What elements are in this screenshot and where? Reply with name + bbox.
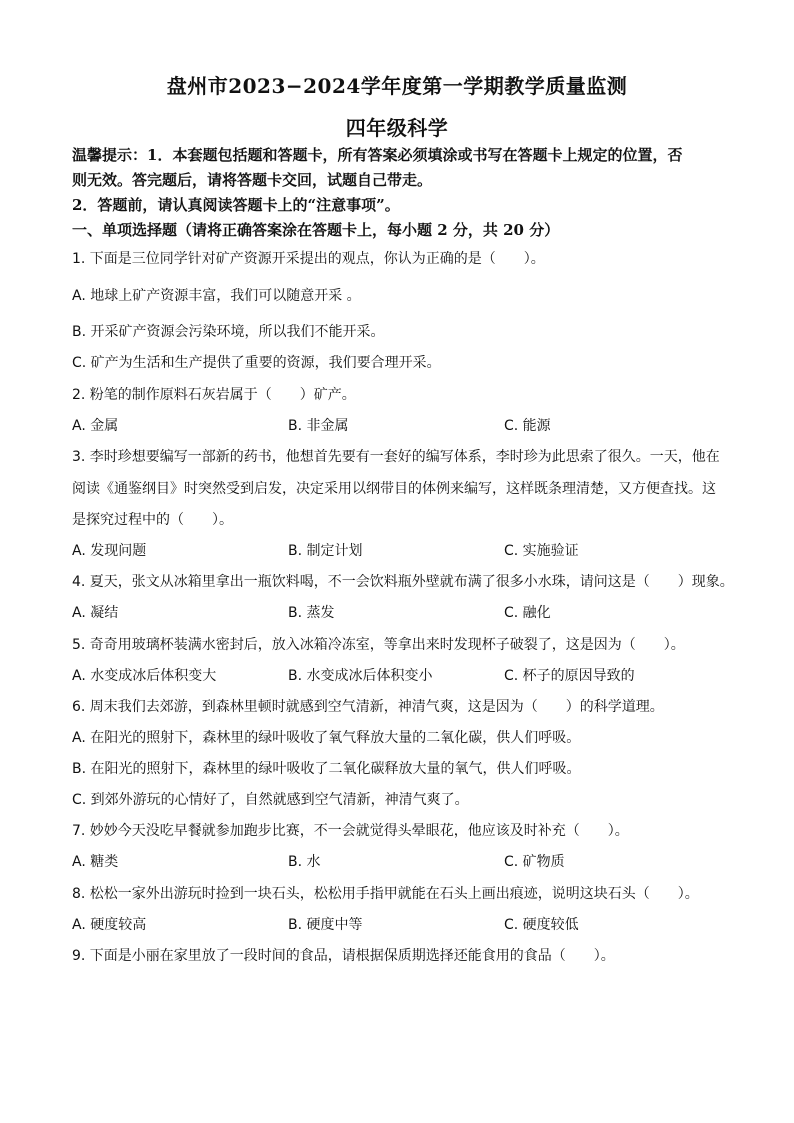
question-6-stem: 6. 周末我们去郊游，到森林里顿时就感到空气清新，神清气爽，这是因为（ ）的科学道理。 — [72, 699, 664, 715]
question-3-stem-line-2: 阅读《通鉴纲目》时突然受到启发，决定采用以纲带目的体例来编写，这样既条理清楚，又方便查找。这 — [72, 481, 716, 497]
notice-line-2: 则无效。答完题后，请将答题卡交回，试题自己带走。 — [72, 171, 433, 189]
question-4-option-b: B. 蒸发 — [288, 605, 335, 621]
question-3-stem-line-1: 3. 李时珍想要编写一部新的药书，他想首先要有一套好的编写体系，李时珍为此思索了很久。一天，他在 — [72, 449, 720, 465]
question-5-option-a: A. 水变成冰后体积变大 — [72, 668, 217, 684]
question-7-option-c: C. 矿物质 — [504, 854, 565, 870]
question-7-option-b: B. 水 — [288, 854, 321, 870]
section-heading: 一、单项选择题（请将正确答案涂在答题卡上，每小题 2 分，共 20 分） — [72, 221, 560, 239]
question-5-option-c: C. 杯子的原因导致的 — [504, 668, 635, 684]
question-3-option-c: C. 实施验证 — [504, 543, 579, 559]
question-7-option-a: A. 糖类 — [72, 854, 119, 870]
question-8-option-b: B. 硬度中等 — [288, 917, 363, 933]
question-3-option-b: B. 制定计划 — [288, 543, 363, 559]
question-8-option-a: A. 硬度较高 — [72, 917, 147, 933]
question-2-option-c: C. 能源 — [504, 418, 551, 434]
question-9-stem: 9. 下面是小丽在家里放了一段时间的食品，请根据保质期选择还能食用的食品（ ）。 — [72, 948, 615, 964]
question-3-stem-line-3: 是探究过程中的（ ）。 — [72, 512, 233, 528]
question-2-option-b: B. 非金属 — [288, 418, 349, 434]
question-4-stem: 4. 夏天，张文从冰箱里拿出一瓶饮料喝，不一会饮料瓶外壁就布满了很多小水珠，请问这是（ ）现象。 — [72, 574, 734, 590]
question-1-stem: 1. 下面是三位同学针对矿产资源开采提出的观点，你认为正确的是（ ）。 — [72, 251, 545, 267]
question-7-stem: 7. 妙妙今天没吃早餐就参加跑步比赛，不一会就觉得头晕眼花，他应该及时补充（ ）。 — [72, 823, 629, 839]
question-5-stem: 5. 奇奇用玻璃杯装满水密封后，放入冰箱冷冻室，等拿出来时发现杯子破裂了，这是因为（ ）。 — [72, 637, 685, 653]
question-4-option-a: A. 凝结 — [72, 605, 119, 621]
question-8-option-c: C. 硬度较低 — [504, 917, 579, 933]
exam-subtitle: 四年级科学 — [345, 116, 449, 140]
notice-line-3: 2．答题前，请认真阅读答题卡上的“注意事项”。 — [72, 196, 400, 214]
question-8-stem: 8. 松松一家外出游玩时捡到一块石头，松松用手指甲就能在石头上画出痕迹，说明这块石头（ ）。 — [72, 886, 699, 902]
question-6-option-b: B. 在阳光的照射下，森林里的绿叶吸收了二氧化碳释放大量的氧气，供人们呼吸。 — [72, 761, 581, 777]
exam-title: 盘州市2023−2024学年度第一学期教学质量监测 — [166, 74, 628, 98]
question-1-option-b: B. 开采矿产资源会污染环境，所以我们不能开采。 — [72, 324, 385, 340]
question-5-option-b: B. 水变成冰后体积变小 — [288, 668, 433, 684]
question-6-option-c: C. 到郊外游玩的心情好了，自然就感到空气清新，神清气爽了。 — [72, 792, 469, 808]
question-2-option-a: A. 金属 — [72, 418, 119, 434]
notice-line-1: 温馨提示：1．本套题包括题和答题卡，所有答案必须填涂或书写在答题卡上规定的位置，否 — [72, 146, 683, 164]
question-1-option-c: C. 矿产为生活和生产提供了重要的资源，我们要合理开采。 — [72, 355, 441, 371]
question-6-option-a: A. 在阳光的照射下，森林里的绿叶吸收了氧气释放大量的二氧化碳，供人们呼吸。 — [72, 730, 581, 746]
question-4-option-c: C. 融化 — [504, 605, 551, 621]
question-2-stem: 2. 粉笔的制作原料石灰岩属于（ ）矿产。 — [72, 387, 356, 403]
question-3-option-a: A. 发现问题 — [72, 543, 147, 559]
question-1-option-a: A. 地球上矿产资源丰富，我们可以随意开采 。 — [72, 288, 361, 304]
